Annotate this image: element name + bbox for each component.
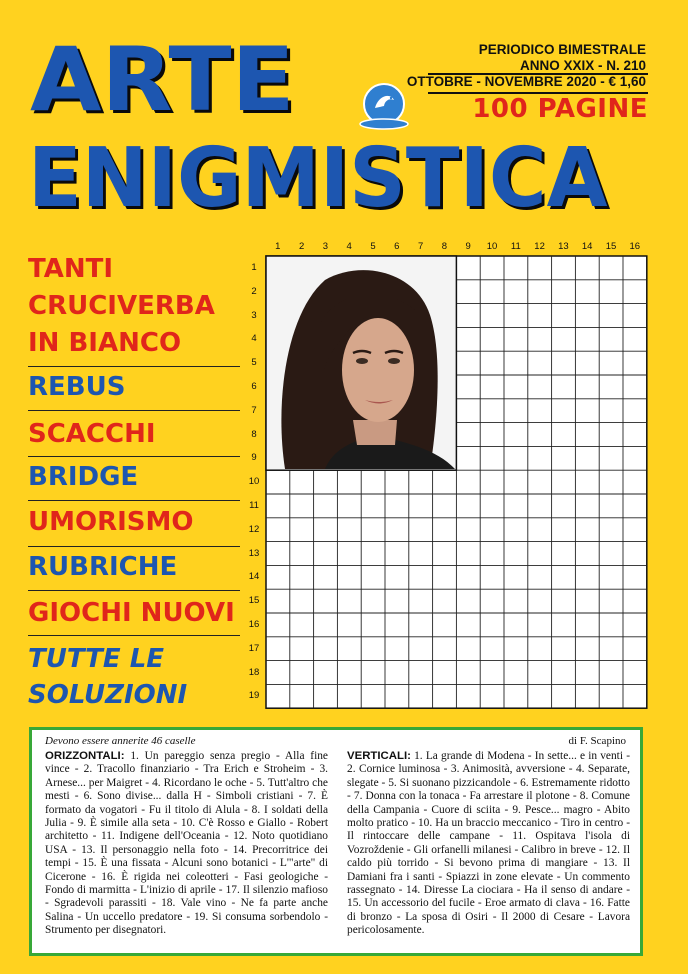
grid-column-number: 7 — [417, 241, 424, 252]
clues-across-heading: ORIZZONTALI: — [45, 750, 125, 762]
grid-row-number: 18 — [248, 666, 260, 678]
grid-row-number: 8 — [251, 428, 257, 440]
grid-column-number: 12 — [534, 241, 545, 252]
grid-column-number: 13 — [558, 241, 569, 252]
grid-row-number: 9 — [251, 452, 257, 464]
grid-column-number: 3 — [322, 241, 329, 252]
crossword-grid — [265, 255, 648, 714]
clues-down — [347, 750, 630, 938]
menu-in-bianco: IN BIANCO — [28, 328, 182, 358]
clues-down-text: 1. La grande di Modena - In sette... e in venti - 2. Cornice luminosa - 3. Animosità, avversione - 4. Separate, slegate - 5. Si suonano pizzicandole - 6. Estremamente ridotto - 7. Donna con la tonaca - Fa arrestare il plotone - 8. Comune della Campania - Cuore di sciita - 9. Pesce... magro - Abito molto pratico - 10. Ha un braccio meccanico - Tiro in centro - Il rintoccare delle campane - 11. Ospitava l'isola di Vozroždenie - Gli orfanelli milanesi - Calibro in breve - 12. Il caldo più torrido - Si bevono prima di mangiare - 13. Il Damiani fra i santi - Spiazzi in zone elevate - Un commento rassegnato - 14. Diresse La ciociara - Ha il senso di andare - 15. Un accessorio del fucile - Eroe armato di clava - 16. Fatte di bronzo - La sposa di Osiri - Il 2000 di Cesare - Lavora pericolosamente. — [347, 750, 630, 937]
menu-scacchi: SCACCHI — [28, 419, 156, 449]
grid-column-number: 6 — [394, 241, 400, 252]
grid-column-number: 1 — [275, 241, 281, 252]
grid-column-number: 4 — [346, 241, 352, 252]
page-count: 100 PAGINE — [472, 94, 648, 124]
grid-row-number: 1 — [251, 262, 257, 273]
grid-row-number: 13 — [248, 547, 260, 559]
menu-bridge: BRIDGE — [28, 462, 139, 492]
date-price: OTTOBRE - NOVEMBRE 2020 - € 1,60 — [406, 74, 646, 89]
menu-rebus: REBUS — [28, 372, 126, 402]
grid-row-number: 3 — [251, 309, 257, 321]
grid-row-number: 10 — [248, 476, 260, 488]
portrait-eye — [388, 358, 400, 364]
menu-divider — [28, 410, 240, 411]
grid-column-number: 11 — [510, 241, 521, 252]
clues-across-text: 1. Un pareggio senza pregio - Alla fine vince - 2. Tracollo finanziario - Tra Erich e Stroheim - 3. Arnese... per Maigret - 4. Ricordano le oche - 5. Tutt'altro che mesti - 6. Sono divise... dalla H - Simboli cristiani - 7. È formato da vogatori - Fu il titolo di Alula - 8. I soldati della Julia - 9. È simile alla seta - 10. C'è Rosso e Giallo - Robert architetto - 11. Indigene dell'Oceania - 12. Noto quotidiano USA - 13. Il personaggio nella foto - 14. Precorritrice dei tempi - 15. È una fissata - Alcuni sono botanici - L'"arte" di Cicerone - 16. È rigida nei coleotteri - Fasi geologiche - Fondo di marmitta - L'inizio di aprile - 17. Il silenzio mafioso - Sgradevoli parassiti - 18. Vale vino - Ne fa parte anche Salina - Un uccello predatore - 19. Si consuma sorbendolo - Strumento per disegnatori. — [45, 750, 328, 937]
menu-umorismo: UMORISMO — [28, 507, 194, 537]
menu-cruciverba: CRUCIVERBA — [28, 291, 215, 321]
grid-row-number: 19 — [248, 690, 260, 702]
portrait-eye — [356, 358, 368, 364]
grid-column-number: 15 — [605, 241, 617, 252]
menu-rubriche: RUBRICHE — [28, 552, 178, 582]
masthead-title-line2: ENIGMISTICA — [28, 131, 608, 226]
menu-divider — [28, 366, 240, 367]
clues-across — [45, 750, 328, 938]
masthead-title-line1: ARTE — [30, 28, 295, 131]
menu-soluzioni: SOLUZIONI — [28, 680, 188, 710]
menu-divider — [28, 590, 240, 591]
grid-row-number: 5 — [251, 357, 257, 369]
menu-giochi-nuovi: GIOCHI NUOVI — [28, 598, 235, 628]
grid-column-number: 2 — [298, 241, 305, 252]
grid-column-number: 9 — [465, 241, 471, 252]
grid-row-number: 7 — [251, 404, 257, 416]
menu-divider — [28, 546, 240, 547]
grid-row-number: 16 — [248, 619, 260, 630]
grid-column-number: 8 — [441, 241, 448, 252]
grid-row-number: 4 — [251, 333, 257, 345]
grid-row-number: 11 — [249, 500, 259, 511]
grid-row-number: 6 — [251, 381, 257, 392]
grid-column-number: 5 — [370, 241, 376, 252]
portrait-shape — [353, 420, 397, 445]
menu-divider — [28, 635, 240, 636]
portrait-photo — [266, 256, 456, 470]
grid-row-number: 15 — [248, 595, 260, 607]
menu-tutte-le: TUTTE LE — [28, 644, 165, 674]
puzzle-note: Devono essere annerite 46 caselle — [45, 735, 196, 747]
portrait-shape — [342, 318, 414, 422]
puzzle-author: di F. Scapino — [568, 735, 626, 747]
grid-row-number: 17 — [248, 642, 260, 654]
grid-column-number: 10 — [486, 241, 498, 252]
clue-box — [29, 727, 643, 956]
grid-row-number: 14 — [248, 571, 260, 583]
periodicity-label: PERIODICO BIMESTRALE — [478, 42, 646, 57]
crossword-grid-svg — [265, 255, 648, 709]
menu-divider — [28, 500, 240, 501]
grid-column-number: 14 — [581, 241, 593, 252]
menu-tanti: TANTI — [28, 254, 114, 284]
clues-down-heading: VERTICALI: — [347, 750, 411, 762]
grid-row-number: 2 — [251, 285, 257, 297]
grid-column-number: 16 — [629, 241, 641, 252]
dolphin-icon — [358, 80, 410, 132]
menu-divider — [28, 456, 240, 457]
grid-row-number: 12 — [248, 523, 260, 535]
issue-number: ANNO XXIX - N. 210 — [519, 58, 646, 73]
